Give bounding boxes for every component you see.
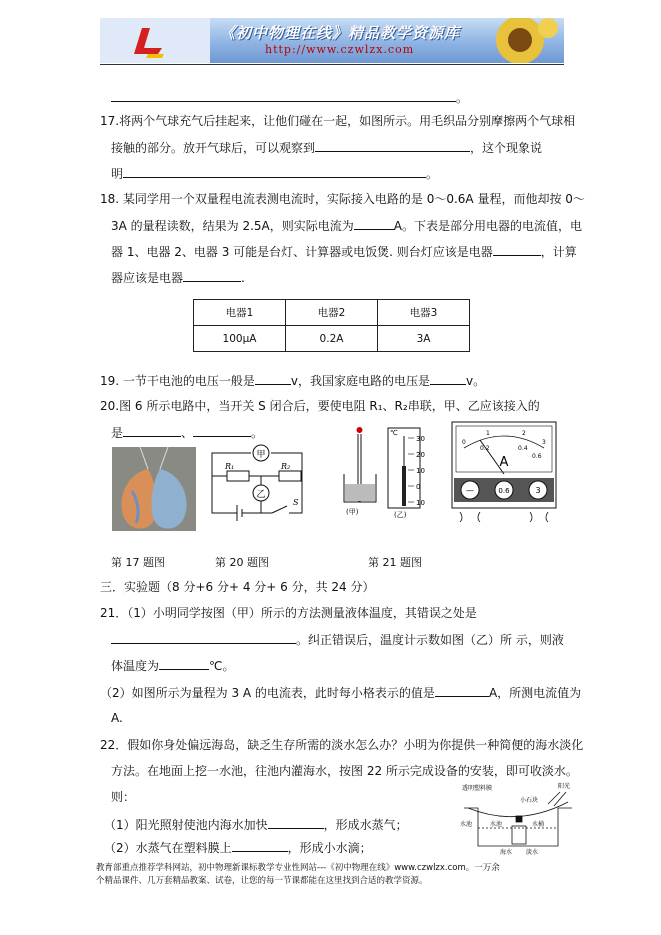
fig22-film: 透明塑料膜 [462,785,493,792]
answer-blank[interactable] [493,244,541,256]
meter-jia-label: 甲 [256,450,266,460]
q21-line1: 21．（1）小明同学按图（甲）所示的方法测量液体温度，其错误之处是 [100,606,477,620]
table-header-row [194,300,470,326]
answer-blank[interactable] [232,840,288,852]
answer-blank[interactable] [123,425,181,437]
fig22-sun: 阳光 [558,783,571,790]
fig22-bucket: 水桶 [532,821,545,828]
fig22-pool-tag: 水池 [490,821,503,828]
fig22-fresh: 淡水 [526,849,539,856]
answer-blank[interactable] [435,685,489,697]
thermo-unit: ℃ [390,429,398,437]
q20-line2: 是 、 。 [111,426,264,440]
q18-line3: 器 1、电器 2、电器 3 可能是台灯、计算器或电饭煲. 则台灯应该是电器 ，计算 [111,245,577,259]
table-header: 电器3 [378,300,470,326]
terminal-3: 3 [535,486,541,495]
q17-line2: 接触的部分。放开气球后，可以观察到 ，这个现象说 [111,141,543,155]
q18-line2: 3A 的量程读数，结果为 2.5A，则实际电流为 A。下表是部分用电器的电流值，电 [111,219,582,233]
q18-line4: 器应该是电器 . [111,271,245,285]
answer-blank[interactable] [193,425,251,437]
answer-blank[interactable] [123,166,426,178]
table-header: 电器2 [286,300,378,326]
section-heading: 三．实验题（8 分+6 分+ 4 分+ 6 分，共 24 分） [100,580,375,594]
caption-21: 第 21 题图 [368,556,422,569]
answer-blank[interactable] [111,90,456,102]
q22-line5: （2）水蒸气在塑料膜上 ，形成小水滴； [104,841,372,855]
q21-line2: 。纠正错误后，温度计示数如图（乙）所 示，则液 [111,632,564,647]
terminal-minus: — [466,486,474,495]
scale-label: 2 [522,430,526,437]
answer-blank[interactable] [315,140,470,152]
ammeter-letter: A [499,455,509,470]
thermo-yi-label: (乙) [394,511,407,518]
scale-label: 0.4 [518,445,528,452]
answer-blank[interactable] [159,658,209,670]
q16-tail: 。 [111,90,468,105]
q21-line3: 体温度为 ℃。 [111,659,235,673]
desalination-figure [460,778,580,856]
caption-17: 第 17 题图 [111,556,165,569]
header-banner [100,18,564,63]
balloons-image [112,447,196,531]
q17-line1: 17.将两个气球充气后挂起来，让他们碰在一起，如图所示。用毛织品分别摩擦两个气球相 [100,114,576,128]
fig22-pool: 水池 [460,821,473,828]
q18-line1: 18. 某同学用一个双量程电流表测电流时，实际接入电路的是 0～0.6A 量程，而他却按 0～ [100,192,585,206]
q22-line2: 方法。在地面上挖一水池，往池内灌海水，按图 22 所示完成设备的安装，即可收淡水。 [111,764,578,778]
scale-label: 0 [462,439,466,446]
footer-line1: 教育部重点推荐学科网站，初中物理新课标教学专业性网站---《初中物理在线》www.czwlzx.com。一万余 [96,863,500,873]
q19-line: 19. 一节干电池的电压一般是 v，我国家庭电路的电压是 v。 [100,374,486,388]
r2-label: R₂ [281,462,291,471]
thermo-jia-label: (甲) [346,508,359,516]
switch-label: S [293,498,299,507]
answer-blank[interactable] [255,373,291,385]
r1-label: R₁ [225,462,235,471]
answer-blank[interactable] [430,373,466,385]
thermo-tick: 0 [416,483,421,491]
scale-label: 3 [542,439,546,446]
logo-icon [128,24,168,58]
q21-line5: A. [111,711,123,725]
banner-title: 《初中物理在线》精品教学资源库 [220,24,461,42]
answer-blank[interactable] [183,270,241,282]
q17-line3: 明 。 [111,167,439,181]
table-cell: 100μA [194,326,286,352]
table-cell: 3A [378,326,470,352]
banner-url: http://www.czwlzx.com [265,43,415,56]
current-table [193,299,470,352]
table-cell: 0.2A [286,326,378,352]
answer-blank[interactable] [354,218,394,230]
answer-blank[interactable] [268,817,324,829]
balloons-photo [112,447,196,531]
table-header: 电器1 [194,300,286,326]
scale-label: 0.6 [532,453,542,460]
q22-line3: 则： [111,790,136,804]
thermo-tick: 30 [416,435,425,443]
table-row [194,326,470,352]
q22-line4: （1）阳光照射使池内海水加快 ，形成水蒸气； [104,818,408,832]
caption-20: 第 20 题图 [215,556,269,569]
q20-line1: 20.图 6 所示电路中，当开关 S 闭合后，要使电阻 R₁、R₂串联，甲、乙应该接入的 [100,399,540,413]
header-rule [100,64,564,65]
meter-yi-label: 乙 [256,490,266,500]
footer-line2: 个精品课件、几万套精品教案、试卷，让您的每一节课都能在这里找到合适的教学资源。 [96,876,428,886]
thermo-tick: 10 [416,499,425,507]
scale-label: 1 [486,430,490,437]
q22-line1: 22．假如你身处偏远海岛，缺乏生存所需的淡水怎么办？小明为你提供一种简便的海水淡化 [100,738,584,752]
answer-blank[interactable] [111,632,296,644]
fig22-stone: 小石块 [520,797,539,804]
thermometer-figures [338,426,438,518]
fig22-sea: 海水 [500,849,513,856]
circuit-diagram [207,443,307,521]
thermo-tick: 20 [416,451,425,459]
scale-label: 0.2 [480,445,490,452]
ammeter-figure [450,420,558,524]
thermo-tick: 10 [416,467,425,475]
terminal-06: 0.6 [498,487,510,495]
q21-line4: （2）如图所示为量程为 3 A 的电流表，此时每小格表示的值是 A，所测电流值为 [100,686,582,700]
